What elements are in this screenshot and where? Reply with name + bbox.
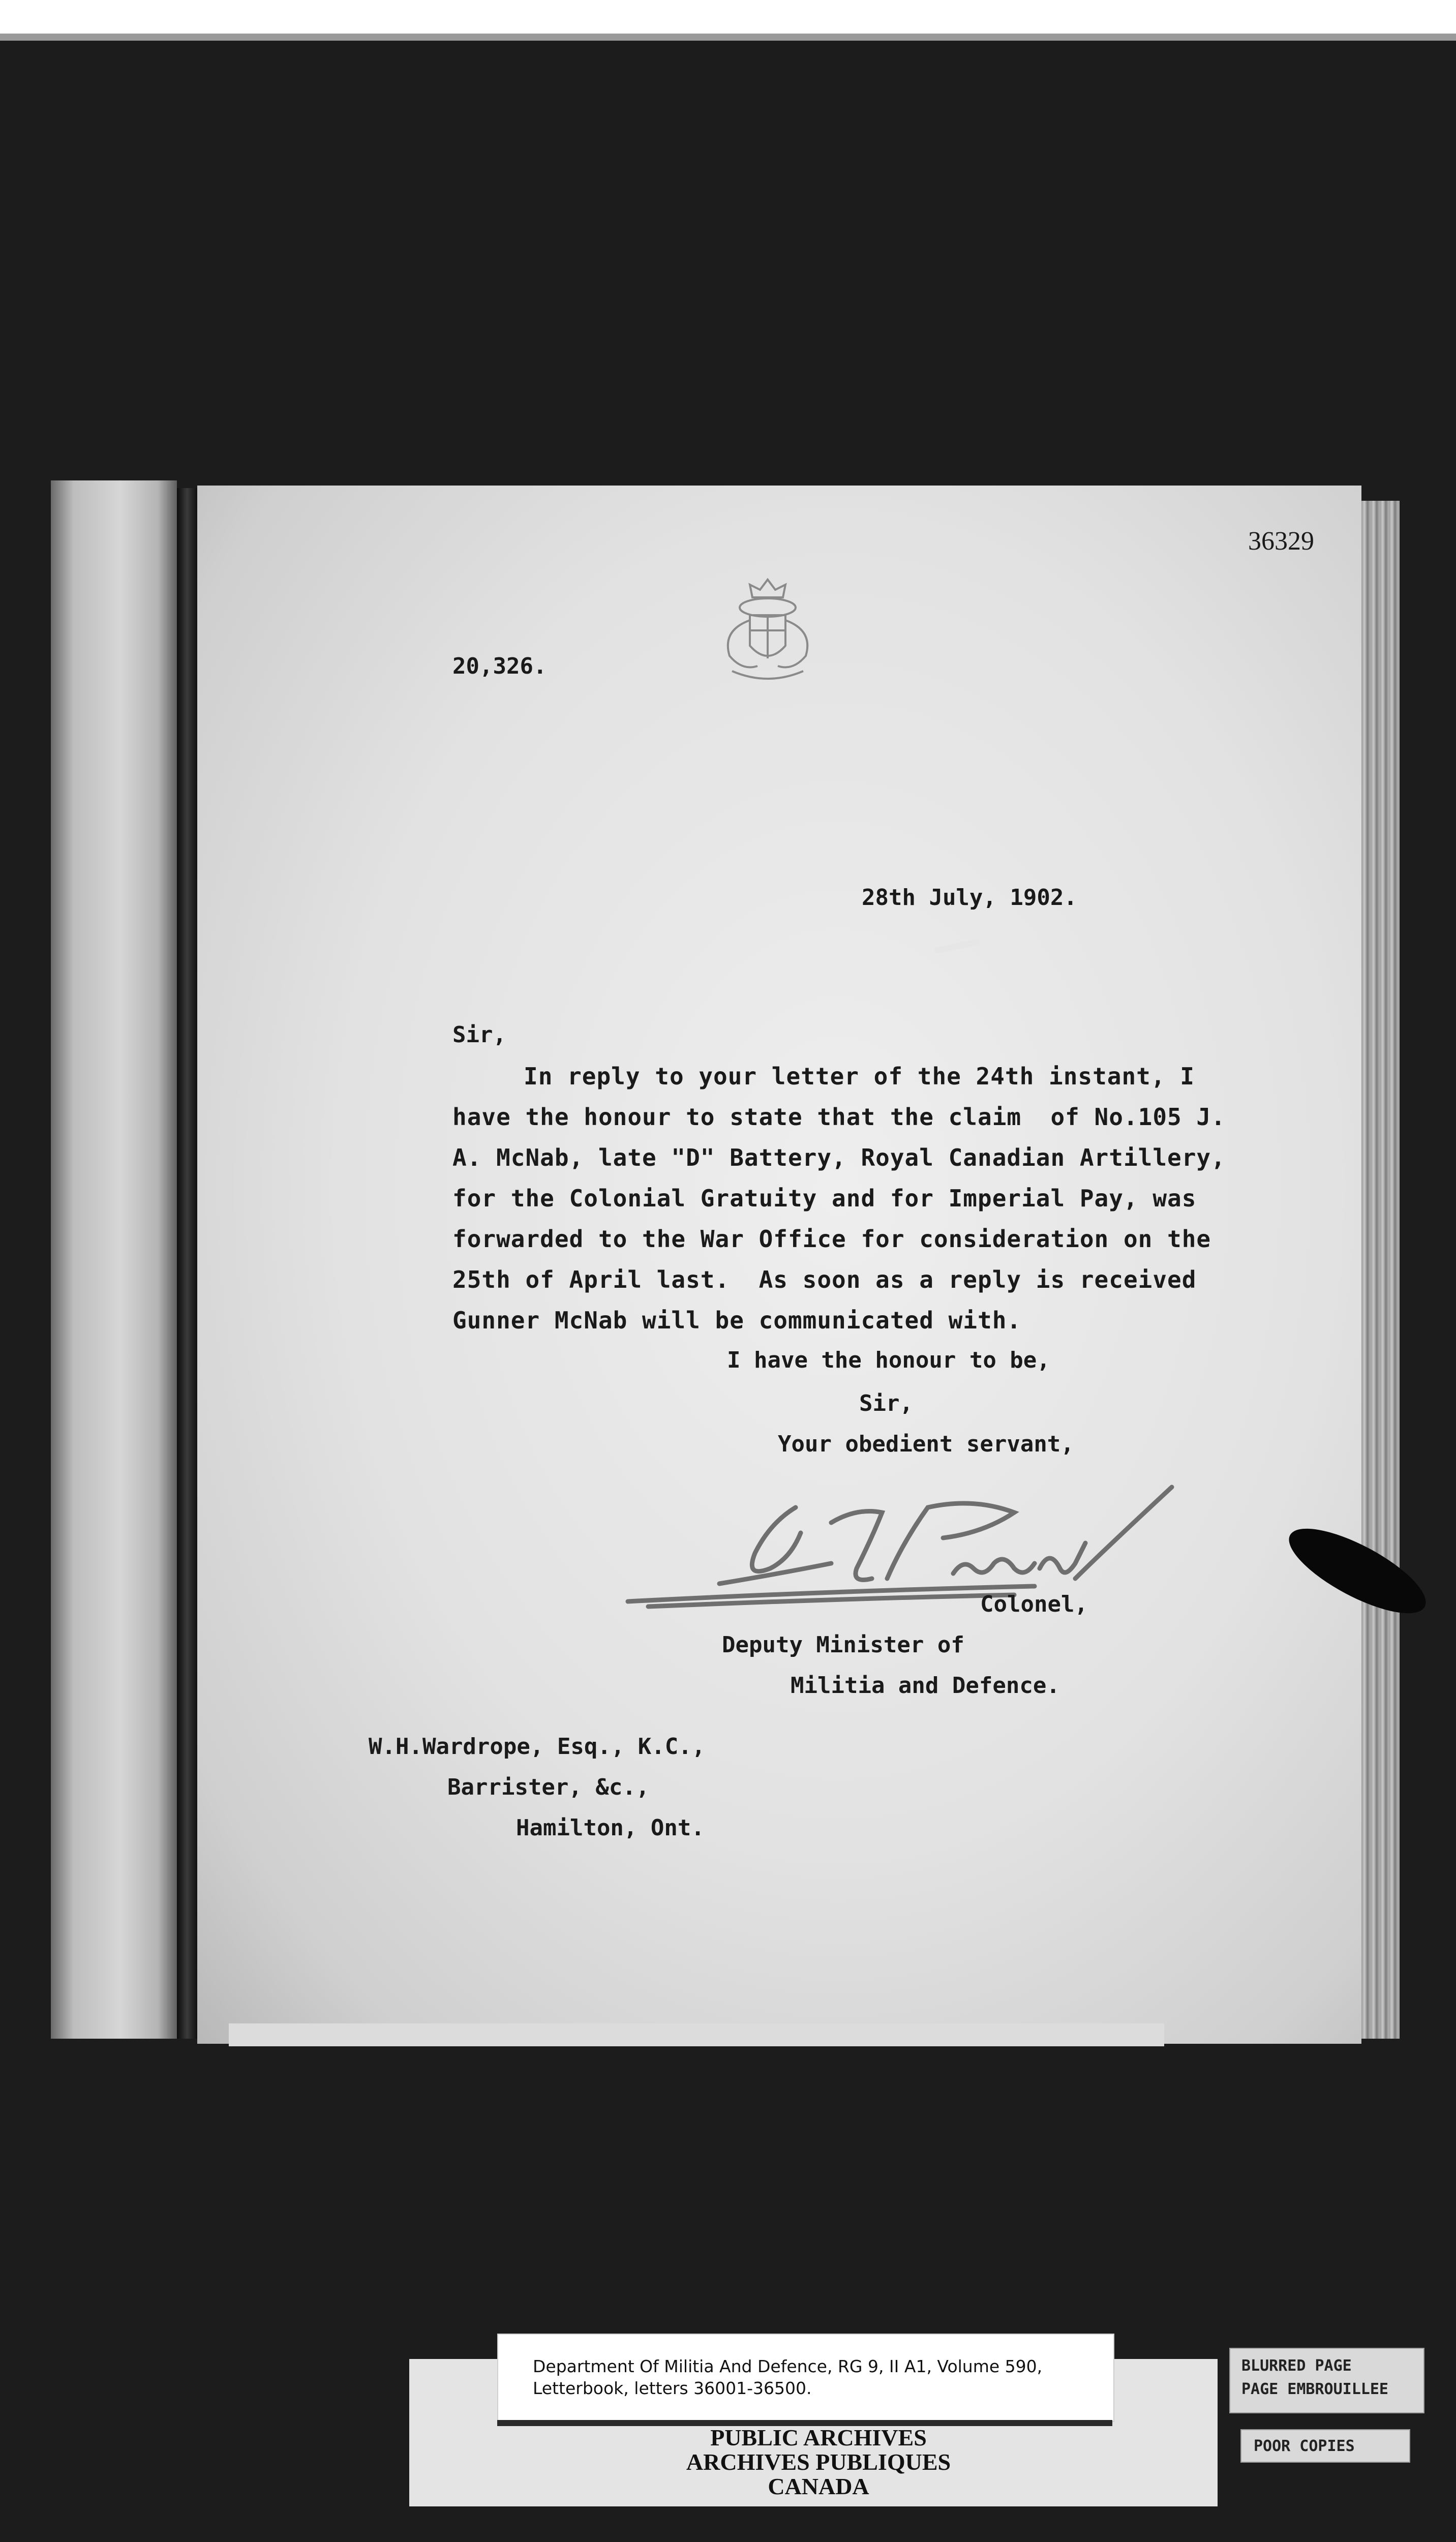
signatory-rank: Colonel,: [980, 1591, 1088, 1617]
body-line-7: Gunner McNab will be communicated with.: [452, 1307, 1022, 1334]
addressee-line-1: W.H.Wardrope, Esq., K.C.,: [369, 1734, 706, 1760]
blurred-page-line-1: BLURRED PAGE: [1241, 2357, 1352, 2375]
letter-page: [197, 486, 1361, 2044]
archive-reference-box: [497, 2334, 1114, 2422]
body-line-2: have the honour to state that the claim of No.105 J.: [452, 1103, 1226, 1131]
body-line-4: for the Colonial Gratuity and for Imperial Pay, was: [452, 1185, 1197, 1212]
book-gutter: [177, 488, 197, 2039]
closing-line-1: I have the honour to be,: [727, 1347, 1050, 1373]
closing-line-3: Your obedient servant,: [778, 1431, 1074, 1457]
body-line-5: forwarded to the War Office for consideration on the: [452, 1225, 1211, 1253]
archive-reference-line-1: Department Of Militia And Defence, RG 9, II A1, Volume 590,: [533, 2356, 1043, 2376]
letter-page-bottom-edge: [229, 2023, 1164, 2046]
body-line-1: In reply to your letter of the 24th instant, I: [524, 1063, 1195, 1090]
left-facing-page: [51, 480, 177, 2039]
blurred-page-line-2: PAGE EMBROUILLEE: [1241, 2380, 1388, 2398]
letter-date: 28th July, 1902.: [862, 885, 1077, 911]
archive-reference-line-2: Letterbook, letters 36001-36500.: [533, 2378, 812, 2398]
handwritten-signature: [618, 1477, 1187, 1624]
public-archives-label: PUBLIC ARCHIVES: [710, 2425, 927, 2450]
salutation: Sir,: [452, 1022, 506, 1048]
blurred-page-stamp: [1229, 2348, 1424, 2413]
page-number: 36329: [1248, 527, 1314, 556]
film-top-edge: [0, 34, 1456, 41]
coat-of-arms-icon: [702, 569, 834, 691]
file-number: 20,326.: [452, 653, 547, 679]
signatory-title-1: Deputy Minister of: [722, 1632, 964, 1658]
body-line-3: A. McNab, late "D" Battery, Royal Canadian Artillery,: [452, 1144, 1226, 1171]
closing-line-2: Sir,: [859, 1390, 913, 1416]
page-stack-edge: [1361, 501, 1400, 2039]
signatory-title-2: Militia and Defence.: [791, 1673, 1060, 1699]
archives-publiques-label: ARCHIVES PUBLIQUES: [686, 2449, 951, 2475]
addressee-line-3: Hamilton, Ont.: [516, 1815, 705, 1841]
body-line-6: 25th of April last. As soon as a reply is received: [452, 1266, 1197, 1293]
addressee-line-2: Barrister, &c.,: [447, 1774, 650, 1800]
poor-copies-text: POOR COPIES: [1254, 2437, 1355, 2455]
canada-label: CANADA: [768, 2473, 869, 2499]
poor-copies-stamp: [1240, 2429, 1410, 2463]
